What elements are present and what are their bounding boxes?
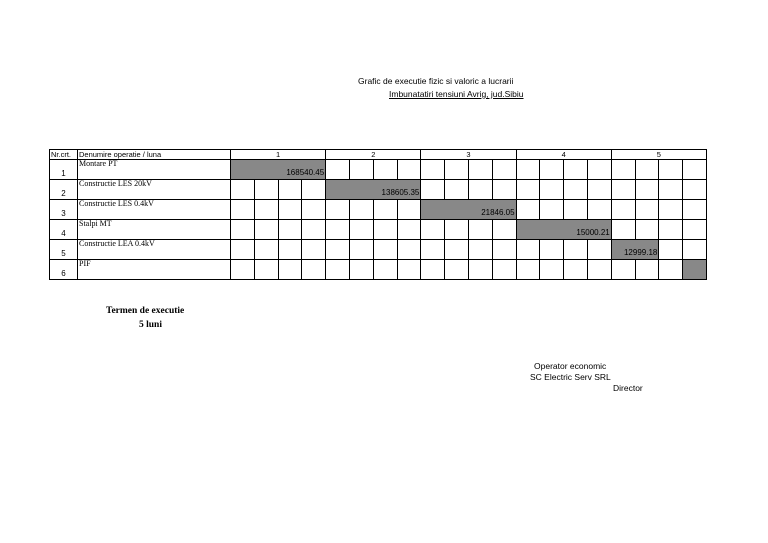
week-cell [683,220,707,240]
week-cell [659,160,683,180]
operation-name: Stalpi MT [78,220,231,240]
week-cell [445,160,469,180]
week-cell [492,220,516,240]
week-cell [659,220,683,240]
week-cell [516,160,540,180]
bar-value: 15000.21 [576,227,610,237]
week-cell [564,240,588,260]
week-cell [492,260,516,280]
week-cell [445,240,469,260]
week-cell [302,200,326,220]
company-name: SC Electric Serv SRL [530,372,611,382]
week-cell [254,240,278,260]
week-cell [254,260,278,280]
week-cell [635,200,659,220]
week-cell [254,180,278,200]
week-cell [278,220,302,240]
week-cell [540,260,564,280]
bar-value: 21846.05 [481,207,515,217]
week-cell [254,220,278,240]
week-cell [326,260,350,280]
week-cell [278,200,302,220]
week-cell [302,240,326,260]
week-cell [397,200,421,220]
week-cell [397,220,421,240]
week-cell [611,200,635,220]
chart-title: Grafic de executie fizic si valoric a lucrarii [358,76,514,86]
execution-term-value: 5 luni [139,320,162,330]
week-cell [326,240,350,260]
row-number: 6 [50,260,78,280]
week-cell [540,200,564,220]
month-header: 1 [231,150,326,160]
week-cell [516,200,540,220]
week-cell [397,240,421,260]
row-number: 2 [50,180,78,200]
week-cell [231,220,255,240]
row-number: 1 [50,160,78,180]
week-cell [445,220,469,240]
week-cell [254,200,278,220]
director-label: Director [613,383,643,393]
operator-label: Operator economic [534,361,607,371]
operation-name: Montare PT [78,160,231,180]
table-row [50,220,707,240]
week-cell [587,260,611,280]
week-cell [468,240,492,260]
gantt-bar [611,240,659,260]
week-cell [445,260,469,280]
week-cell [397,160,421,180]
week-cell [373,260,397,280]
week-cell [278,180,302,200]
week-cell [349,260,373,280]
week-cell [349,240,373,260]
week-cell [564,180,588,200]
month-header: 5 [611,150,706,160]
week-cell [492,240,516,260]
week-cell [516,180,540,200]
week-cell [326,220,350,240]
bar-value: 168540.45 [286,167,325,177]
week-cell [468,220,492,240]
table-row [50,160,707,180]
project-subtitle: Imbunatatiri tensiuni Avrig, jud.Sibiu [389,89,524,99]
week-cell [659,240,683,260]
week-cell [397,260,421,280]
operation-name: PIF [78,260,231,280]
week-cell [231,180,255,200]
row-number: 4 [50,220,78,240]
week-cell [349,200,373,220]
week-cell [683,240,707,260]
week-cell [492,180,516,200]
week-cell [231,240,255,260]
week-cell [635,180,659,200]
week-cell [540,240,564,260]
week-cell [421,160,445,180]
operation-name: Constructie LEA 0.4kV [78,240,231,260]
week-cell [611,180,635,200]
week-cell [540,160,564,180]
week-cell [659,200,683,220]
week-cell [564,260,588,280]
week-cell [587,180,611,200]
week-cell [468,180,492,200]
gantt-table [49,149,707,280]
week-cell [326,200,350,220]
week-cell [635,260,659,280]
gantt-header-row [50,150,707,160]
week-cell [468,260,492,280]
bar-value: 12999.18 [623,247,658,257]
gantt-bar [683,260,707,280]
week-cell [516,240,540,260]
row-number: 3 [50,200,78,220]
week-cell [587,240,611,260]
week-cell [231,200,255,220]
week-cell [326,160,350,180]
week-cell [635,160,659,180]
week-cell [373,220,397,240]
week-cell [302,260,326,280]
week-cell [373,240,397,260]
week-cell [587,200,611,220]
week-cell [302,180,326,200]
month-header: 3 [421,150,516,160]
week-cell [421,240,445,260]
week-cell [683,180,707,200]
gantt-bar [326,180,421,200]
week-cell [564,160,588,180]
week-cell [611,220,635,240]
table-row [50,180,707,200]
week-cell [516,260,540,280]
gantt-bar [516,220,611,240]
week-cell [611,160,635,180]
week-cell [659,260,683,280]
week-cell [492,160,516,180]
week-cell [445,180,469,200]
row-number: 5 [50,240,78,260]
week-cell [468,160,492,180]
week-cell [635,220,659,240]
col-header-nr: Nr.crt. [50,150,78,160]
week-cell [587,160,611,180]
week-cell [683,160,707,180]
week-cell [302,220,326,240]
week-cell [349,220,373,240]
week-cell [373,160,397,180]
table-row [50,240,707,260]
week-cell [421,220,445,240]
week-cell [278,240,302,260]
bar-value: 138605.35 [381,187,420,197]
week-cell [278,260,302,280]
table-row [50,260,707,280]
week-cell [231,260,255,280]
operation-name: Constructie LES 0.4kV [78,200,231,220]
week-cell [421,260,445,280]
gantt-bar [231,160,326,180]
col-header-operation: Denumire operatie / luna [78,150,231,160]
week-cell [659,180,683,200]
month-header: 4 [516,150,611,160]
week-cell [683,200,707,220]
week-cell [611,260,635,280]
operation-name: Constructie LES 20kV [78,180,231,200]
execution-term-label: Termen de executie [106,306,185,316]
week-cell [349,160,373,180]
table-row [50,200,707,220]
week-cell [373,200,397,220]
week-cell [564,200,588,220]
month-header: 2 [326,150,421,160]
week-cell [540,180,564,200]
week-cell [421,180,445,200]
gantt-bar [421,200,516,220]
